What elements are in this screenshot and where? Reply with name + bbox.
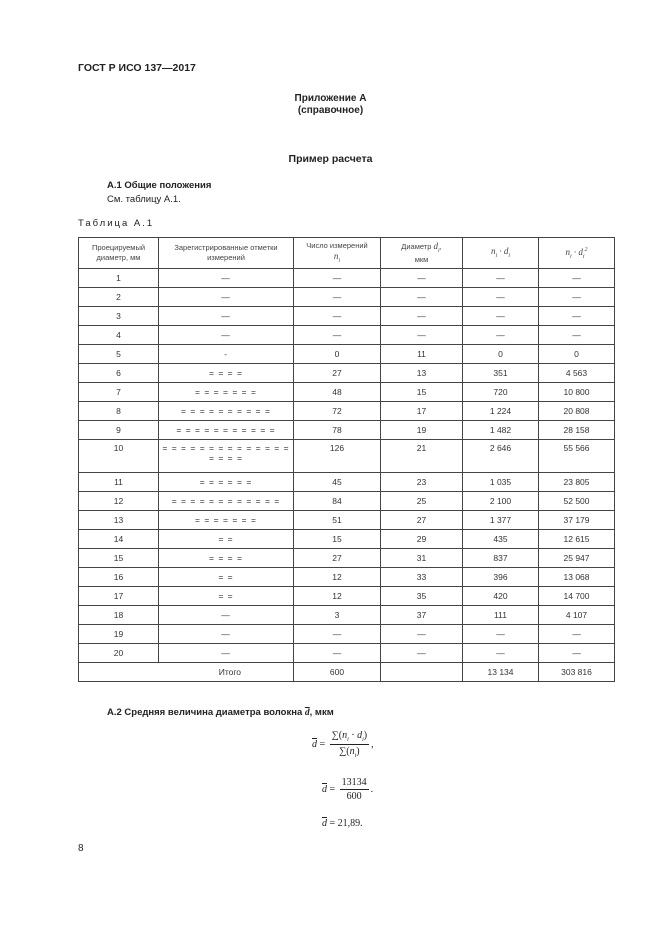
total-nd: 13 134 <box>463 663 539 682</box>
table-row <box>79 288 615 307</box>
table-row <box>79 364 615 383</box>
cell-diameter: 19 <box>79 625 159 644</box>
table-row <box>79 326 615 345</box>
table-row <box>79 492 615 511</box>
cell-marks: — <box>159 644 294 663</box>
cell-diameter: 9 <box>79 421 159 440</box>
cell-nd: 1 482 <box>463 421 539 440</box>
total-empty <box>381 663 463 682</box>
cell-marks: — <box>159 307 294 326</box>
cell-diameter-um: 37 <box>381 606 463 625</box>
cell-diameter-um: 35 <box>381 587 463 606</box>
cell-nd2: 12 615 <box>539 530 615 549</box>
cell-diameter-um: 23 <box>381 473 463 492</box>
cell-count: 84 <box>294 492 381 511</box>
header-diameter-unit: мкм <box>414 255 429 265</box>
header-count-label: Число измерений <box>306 240 368 250</box>
cell-count: 15 <box>294 530 381 549</box>
cell-diameter: 10 <box>79 440 159 473</box>
formula2-denominator: 600 <box>346 791 362 802</box>
cell-nd2: 25 947 <box>539 549 615 568</box>
formula1-numerator: $\sum(n_i \cdot d_i)$ <box>331 730 368 743</box>
cell-nd2: 52 500 <box>539 492 615 511</box>
cell-nd2: — <box>539 307 615 326</box>
formula2-numerator: 13134 <box>341 777 367 788</box>
section-a2-unit: , мкм <box>309 707 334 718</box>
cell-nd: — <box>463 644 539 663</box>
cell-marks: = = = = <box>159 364 294 383</box>
section-a2-heading <box>107 707 334 718</box>
cell-diameter-um: 25 <box>381 492 463 511</box>
cell-diameter: 16 <box>79 568 159 587</box>
cell-count: 72 <box>294 402 381 421</box>
cell-count: — <box>294 269 381 288</box>
table-total-row <box>79 663 615 682</box>
total-label: Итого <box>79 663 294 682</box>
n-symbol: $n_i$ <box>333 250 341 264</box>
cell-nd2: — <box>539 644 615 663</box>
cell-diameter: 7 <box>79 383 159 402</box>
cell-nd2: — <box>539 288 615 307</box>
cell-nd: 351 <box>463 364 539 383</box>
cell-count: 27 <box>294 549 381 568</box>
formula3-lhs: $\overline{d}$ <box>322 818 327 829</box>
header-count <box>294 238 381 269</box>
cell-diameter: 11 <box>79 473 159 492</box>
section-a2-heading-text: А.2 Средняя величина диаметра волокна <box>107 707 303 718</box>
cell-nd: 837 <box>463 549 539 568</box>
cell-diameter: 12 <box>79 492 159 511</box>
appendix-subtitle: (справочное) <box>297 105 364 116</box>
cell-marks: — <box>159 625 294 644</box>
cell-diameter: 17 <box>79 587 159 606</box>
total-nd2: 303 816 <box>539 663 615 682</box>
table-row <box>79 644 615 663</box>
cell-nd: 720 <box>463 383 539 402</box>
cell-count: 45 <box>294 473 381 492</box>
cell-count: — <box>294 326 381 345</box>
cell-nd: — <box>463 269 539 288</box>
cell-count: 126 <box>294 440 381 473</box>
header-registered-marks: Зарегистрированные отметки измерений <box>159 238 294 269</box>
cell-diameter-um: 13 <box>381 364 463 383</box>
header-diameter-label: Диаметр <box>401 241 432 251</box>
cell-nd2: 10 800 <box>539 383 615 402</box>
cell-marks: — <box>159 288 294 307</box>
cell-count: 3 <box>294 606 381 625</box>
table-row <box>79 383 615 402</box>
cell-nd: 435 <box>463 530 539 549</box>
cell-count: — <box>294 307 381 326</box>
cell-count: — <box>294 625 381 644</box>
cell-diameter: 6 <box>79 364 159 383</box>
cell-marks-continuation: = = = = <box>209 453 243 463</box>
cell-diameter-um: 27 <box>381 511 463 530</box>
cell-nd: 111 <box>463 606 539 625</box>
cell-diameter: 8 <box>79 402 159 421</box>
cell-diameter-um: — <box>381 288 463 307</box>
cell-count: 51 <box>294 511 381 530</box>
cell-diameter: 2 <box>79 288 159 307</box>
d-symbol: $d_i$ <box>433 240 440 254</box>
formula3-value: = 21,89. <box>329 818 363 829</box>
cell-marks: - <box>159 345 294 364</box>
header-diameter: Диаметр $d_i$, мкм <box>381 238 463 269</box>
cell-nd: 2 100 <box>463 492 539 511</box>
cell-diameter-um: — <box>381 625 463 644</box>
cell-nd2: 37 179 <box>539 511 615 530</box>
cell-count: 48 <box>294 383 381 402</box>
cell-marks: = = = = <box>159 549 294 568</box>
measurement-table <box>78 237 615 682</box>
mean-diameter-substitution: $\overline{d}$ = $\frac{13134}{600}$ . <box>322 777 374 802</box>
cell-marks: — <box>159 269 294 288</box>
header-nd2: $n_i \cdot d_i^2$ <box>539 238 615 269</box>
mean-diameter-result <box>322 818 363 829</box>
cell-nd: — <box>463 307 539 326</box>
cell-nd2: 14 700 <box>539 587 615 606</box>
formula1-fraction <box>330 730 370 759</box>
page-number: 8 <box>78 843 84 854</box>
cell-count: 12 <box>294 587 381 606</box>
table-row <box>79 440 615 473</box>
table-row <box>79 421 615 440</box>
table-row <box>79 625 615 644</box>
table-row <box>79 568 615 587</box>
cell-diameter-um: 17 <box>381 402 463 421</box>
cell-diameter: 13 <box>79 511 159 530</box>
formula2-fraction <box>340 777 369 802</box>
table-row <box>79 587 615 606</box>
cell-marks: — <box>159 606 294 625</box>
cell-nd2: 28 158 <box>539 421 615 440</box>
cell-diameter-um: 19 <box>381 421 463 440</box>
cell-count: — <box>294 644 381 663</box>
cell-diameter-um: 15 <box>381 383 463 402</box>
cell-marks: = = = = = = = = = = = <box>159 421 294 440</box>
cell-nd2: 13 068 <box>539 568 615 587</box>
cell-diameter: 18 <box>79 606 159 625</box>
cell-nd: 1 224 <box>463 402 539 421</box>
table-row <box>79 530 615 549</box>
document-code: ГОСТ Р ИСО 137—2017 <box>78 62 196 74</box>
cell-diameter: 15 <box>79 549 159 568</box>
cell-nd2: 55 566 <box>539 440 615 473</box>
header-nd: $n_i \cdot d_i$ <box>463 238 539 269</box>
cell-nd: 396 <box>463 568 539 587</box>
cell-marks: = = = = = = = = = = <box>159 402 294 421</box>
cell-nd: 0 <box>463 345 539 364</box>
cell-marks: — <box>159 326 294 345</box>
cell-nd2: 0 <box>539 345 615 364</box>
cell-diameter: 1 <box>79 269 159 288</box>
d-bar-symbol: $\overline{d}$ <box>304 708 310 718</box>
cell-marks: = = = = = = = = = = = = = = = = = = <box>159 440 294 473</box>
cell-diameter: 20 <box>79 644 159 663</box>
cell-diameter-um: — <box>381 269 463 288</box>
header-projected-diameter: Проецируемый диаметр, мм <box>79 238 159 269</box>
table-row <box>79 606 615 625</box>
cell-diameter-um: — <box>381 326 463 345</box>
cell-nd: 1 035 <box>463 473 539 492</box>
example-title: Пример расчета <box>288 153 373 165</box>
cell-diameter-um: — <box>381 307 463 326</box>
formula2-lhs: $\overline{d}$ <box>322 783 327 795</box>
table-caption: Таблица А.1 <box>78 218 155 229</box>
section-a1-text: См. таблицу А.1. <box>107 194 181 205</box>
cell-diameter-um: — <box>381 644 463 663</box>
cell-diameter-um: 33 <box>381 568 463 587</box>
table-row <box>79 269 615 288</box>
cell-marks: = = = = = = <box>159 473 294 492</box>
table-row <box>79 549 615 568</box>
cell-count: 78 <box>294 421 381 440</box>
cell-count: — <box>294 288 381 307</box>
cell-nd: — <box>463 288 539 307</box>
cell-diameter-um: 11 <box>381 345 463 364</box>
table-row <box>79 307 615 326</box>
table-row <box>79 402 615 421</box>
cell-count: 12 <box>294 568 381 587</box>
cell-diameter-um: 21 <box>381 440 463 473</box>
cell-nd2: 4 563 <box>539 364 615 383</box>
mean-diameter-formula: $\overline{d}$ = $\frac{\sum(n_i \cdot d_i)}{\sum(n_i)}$ , <box>312 730 374 759</box>
cell-nd2: 20 808 <box>539 402 615 421</box>
total-n: 600 <box>294 663 381 682</box>
cell-nd: 1 377 <box>463 511 539 530</box>
cell-diameter: 14 <box>79 530 159 549</box>
cell-nd: 420 <box>463 587 539 606</box>
cell-diameter: 4 <box>79 326 159 345</box>
cell-diameter: 5 <box>79 345 159 364</box>
cell-marks: = = = = = = = <box>159 383 294 402</box>
cell-nd2: — <box>539 269 615 288</box>
cell-nd2: — <box>539 326 615 345</box>
cell-marks: = = <box>159 587 294 606</box>
cell-diameter: 3 <box>79 307 159 326</box>
table-row <box>79 345 615 364</box>
cell-diameter-um: 29 <box>381 530 463 549</box>
cell-marks: = = <box>159 530 294 549</box>
formula1-denominator: $\sum(n_i)$ <box>339 746 360 759</box>
cell-nd: — <box>463 326 539 345</box>
cell-count: 27 <box>294 364 381 383</box>
cell-marks: = = = = = = = <box>159 511 294 530</box>
cell-marks: = = <box>159 568 294 587</box>
formula1-lhs: $\overline{d}$ <box>312 738 317 750</box>
cell-marks: = = = = = = = = = = = = <box>159 492 294 511</box>
cell-nd2: 23 805 <box>539 473 615 492</box>
appendix-title: Приложение А <box>294 93 367 104</box>
section-a1-heading: А.1 Общие положения <box>107 180 212 191</box>
cell-nd2: 4 107 <box>539 606 615 625</box>
table-row <box>79 511 615 530</box>
table-row <box>79 473 615 492</box>
cell-diameter-um: 31 <box>381 549 463 568</box>
cell-nd: 2 646 <box>463 440 539 473</box>
table-header-row <box>79 238 615 269</box>
cell-nd2: — <box>539 625 615 644</box>
cell-nd: — <box>463 625 539 644</box>
cell-count: 0 <box>294 345 381 364</box>
